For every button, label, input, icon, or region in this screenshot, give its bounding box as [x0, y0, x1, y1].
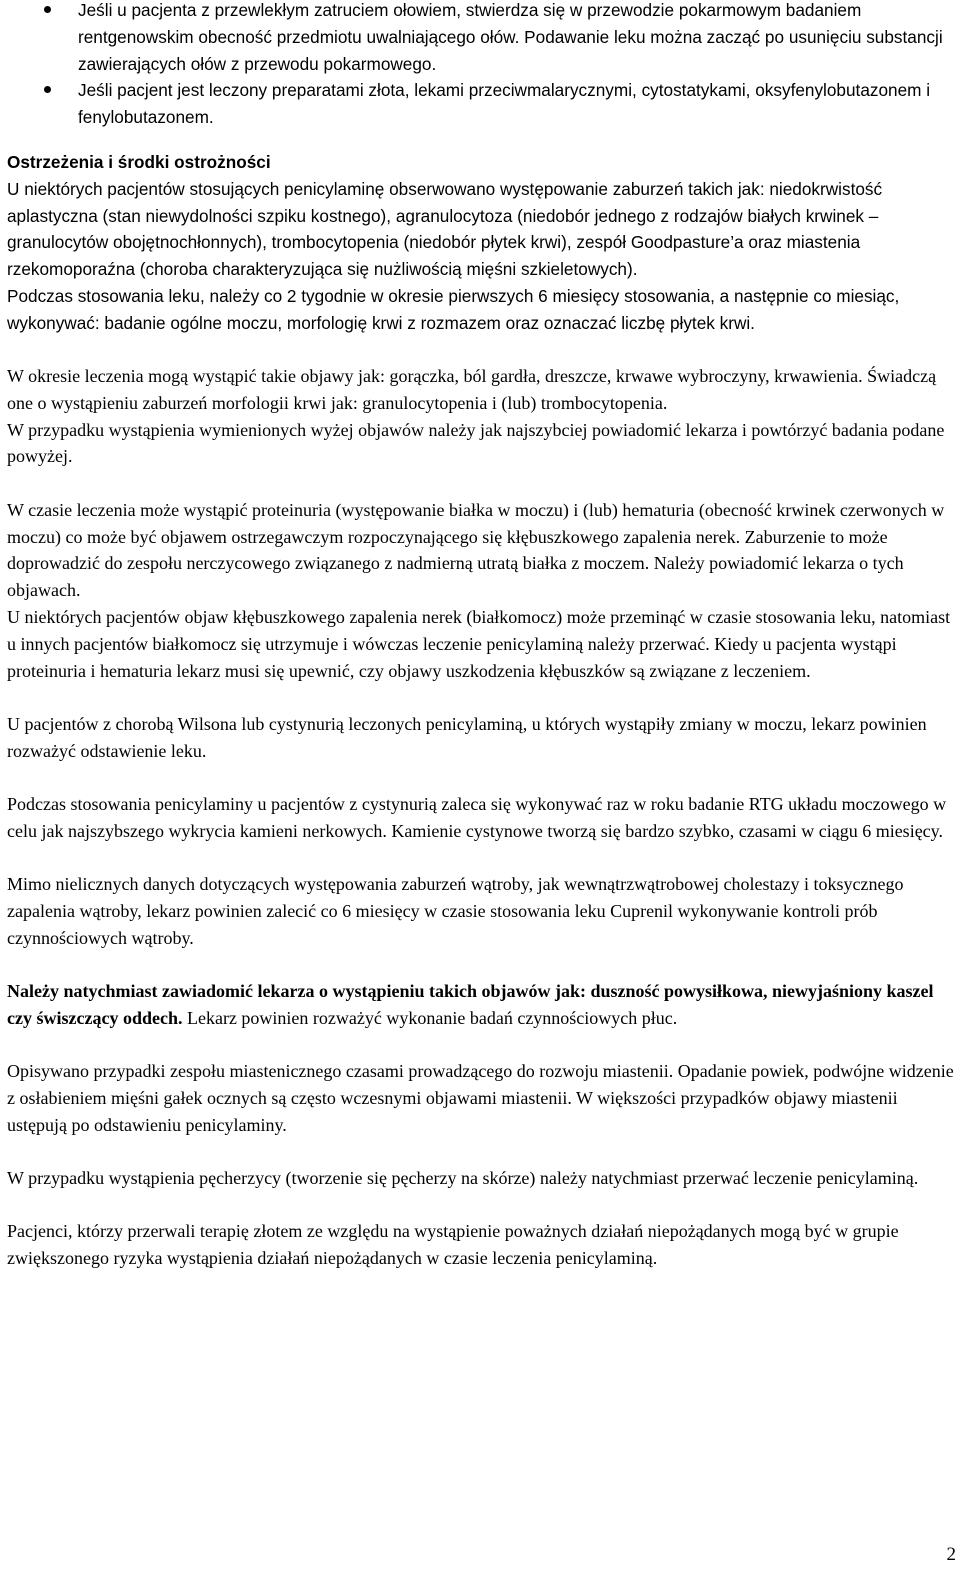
paragraph: W przypadku wystąpienia pęcherzycy (tworzenie się pęcherzy na skórze) należy natychmiast przerwać leczenie penicylaminą. [7, 1167, 919, 1188]
warning-continuation: Lekarz powinien rozważyć wykonanie badań czynnościowych płuc. [182, 1007, 678, 1028]
bullet-dot-icon [44, 86, 51, 93]
paragraph [7, 978, 957, 1032]
bullet-text: Jeśli u pacjenta z przewlekłym zatruciem ołowiem, stwierdza się w przewodzie pokarmowym badaniem rentgenowskim obecność przedmiotu uwalniającego ołów. Podawanie leku można zacząć po usunięciu substancji zawierających ołów z przewodu pokarmowego. [78, 0, 943, 74]
paragraph: W okresie leczenia mogą wystąpić takie objawy jak: gorączka, ból gardła, dreszcze, krwawe wybroczyny, krwawienia. Świadczą one o wystąpieniu zaburzeń morfologii krwi jak: granulocytopenia i (lub) trombocytopenia. [7, 366, 937, 413]
paragraph: U pacjentów z chorobą Wilsona lub cystynurią leczonych penicylaminą, u których wystąpiły zmiany w moczu, lekarz powinien rozważyć odstawienie leku. [7, 713, 927, 761]
paragraph: Mimo nielicznych danych dotyczących występowania zaburzeń wątroby, jak wewnątrzwątrobowej cholestazy i toksycznego zapalenia wątroby, lekarz powinien zalecić co 6 miesięcy w czasie stosowania leku Cuprenil wykonywanie kontroli prób czynnościowych wątroby. [7, 874, 904, 948]
bullet-list [7, 0, 957, 131]
paragraph: U niektórych pacjentów objaw kłębuszkowego zapalenia nerek (białkomocz) może przeminąć w czasie stosowania leku, natomiast u innych pacjentów białkomocz się utrzymuje i wówczas leczenie penicylaminą należy przerwać. Kiedy u pacjenta wystąpi proteinuria i hematuria lekarz musi się upewnić, czy objawy uszkodzenia kłębuszków są związane z leczeniem. [7, 606, 951, 681]
bullet-item [7, 0, 957, 77]
paragraph: Podczas stosowania penicylaminy u pacjentów z cystynurią zaleca się wykonywać raz w roku badanie RTG układu moczowego w celu jak najszybszego wykrycia kamieni nerkowych. Kamienie cystynowe tworzą się bardzo szybko, czasami w ciągu 6 miesięcy. [7, 793, 947, 841]
paragraph: U niektórych pacjentów stosujących penicylaminę obserwowano występowanie zaburzeń takich jak: niedokrwistość aplastyczna (stan niewydolności szpiku kostnego), agranulocytoza (niedobór jednego z rodzajów białych krwinek – granulocytów obojętnochłonnych), trombocytopenia (niedobór płytek krwi), zespół Goodpasture’a oraz miastenia rzekomoporaźna (choroba charakteryzująca się nużliwością mięśni szkieletowych). [7, 178, 883, 280]
paragraph: W przypadku wystąpienia wymienionych wyżej objawów należy jak najszybciej powiadomić lekarza i powtórzyć badania podane powyżej. [7, 419, 945, 467]
document-body [7, 0, 957, 1272]
section-heading: Ostrzeżenia i środki ostrożności [7, 151, 271, 172]
bullet-dot-icon [44, 6, 51, 13]
bold-warning: Należy natychmiast zawiadomić lekarza o wystąpieniu takich objawów jak: duszność powysiłkowa, niewyjaśniony kaszel czy świszczący oddech. [7, 980, 934, 1028]
paragraph: Opisywano przypadki zespołu miastenicznego czasami prowadzącego do rozwoju miastenii. Opadanie powiek, podwójne widzenie z osłabieniem mięśni gałek ocznych są często wczesnymi objawami miastenii. W większości przypadków objawy miastenii ustępują po odstawieniu penicylaminy. [7, 1061, 954, 1135]
page-number: 2 [946, 1544, 956, 1565]
paragraph: Pacjenci, którzy przerwali terapię złotem ze względu na wystąpienie poważnych działań niepożądanych mogą być w grupie zwiększonego ryzyka wystąpienia działań niepożądanych w czasie leczenia penicylaminą. [7, 1221, 899, 1268]
paragraph: Podczas stosowania leku, należy co 2 tygodnie w okresie pierwszych 6 miesięcy stosowania, a następnie co miesiąc, wykonywać: badanie ogólne moczu, morfologię krwi z rozmazem oraz oznaczać liczbę płytek krwi. [7, 285, 900, 333]
bullet-item [7, 77, 957, 131]
bullet-text: Jeśli pacjent jest leczony preparatami złota, lekami przeciwmalarycznymi, cytostatykami, oksyfenylobutazonem i fenylobutazonem. [78, 80, 931, 128]
paragraph: W czasie leczenia może wystąpić proteinuria (występowanie białka w moczu) i (lub) hematuria (obecność krwinek czerwonych w moczu) co może być objawem ostrzegawczym rozpoczynającego się kłębuszkowego zapalenia nerek. Zaburzenie to może doprowadzić do zespołu nerczycowego związanego z nadmierną utratą białka z moczem. Należy powiadomić lekarza o tych objawach. [7, 499, 945, 601]
